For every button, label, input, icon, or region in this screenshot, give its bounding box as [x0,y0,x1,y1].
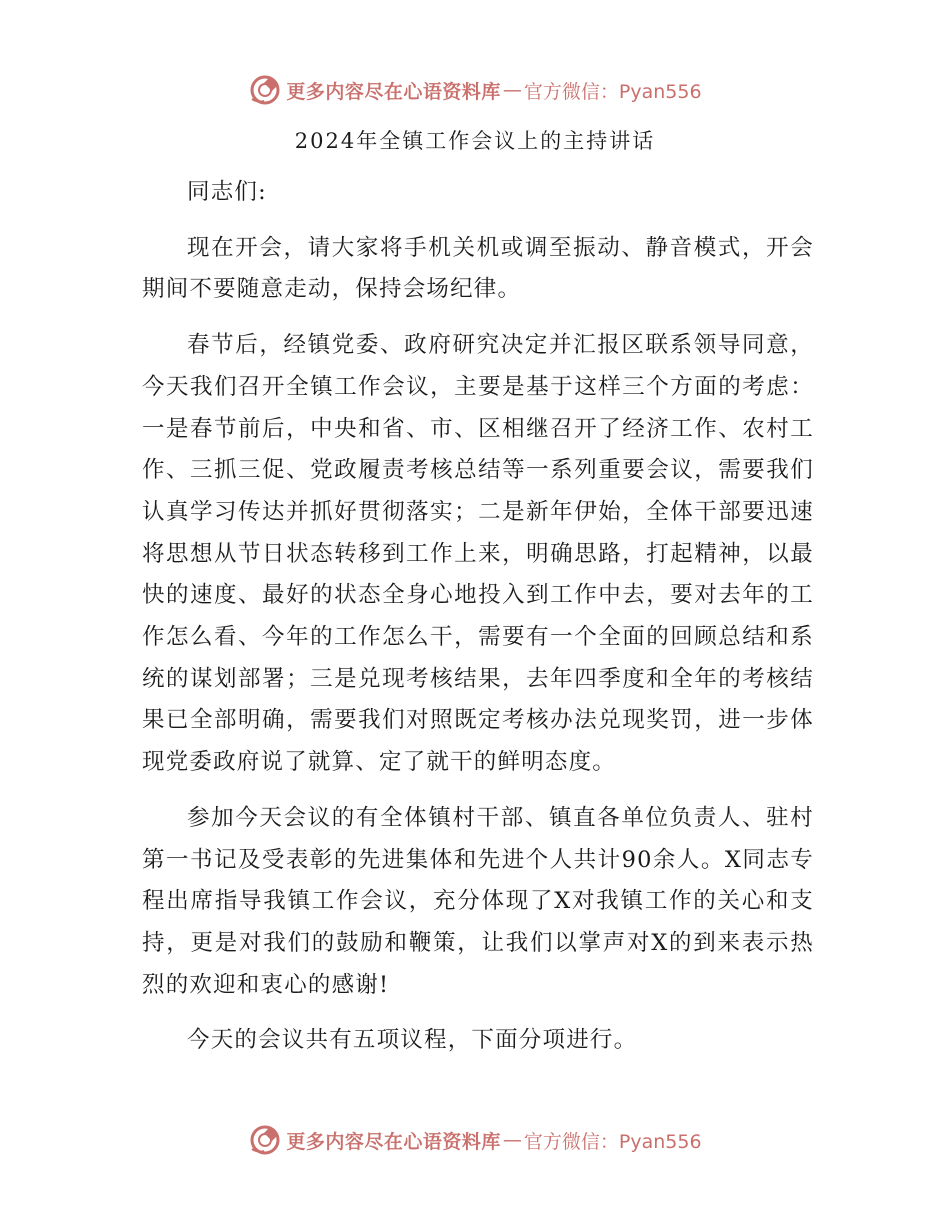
watermark-text: 更多内容尽在心语资料库 [286,1130,501,1153]
watermark-dash: — [502,79,522,101]
watermark-dash: — [502,1129,522,1151]
brand-logo-icon [248,1123,282,1157]
watermark-contact: 官方微信：Pyan556 [523,80,702,103]
document-body [142,172,814,1076]
paragraph: 现在开会，请大家将手机关机或调至振动、静音模式，开会期间不要随意走动，保持会场纪律。 [142,234,814,303]
document-title: 2024年全镇工作会议上的主持讲话 [294,129,656,153]
watermark-contact: 官方微信：Pyan556 [523,1130,702,1153]
greeting: 同志们: [187,179,267,205]
brand-logo-icon [248,73,282,107]
watermark-header [0,70,950,110]
watermark-text: 更多内容尽在心语资料库 [286,80,501,103]
paragraph: 今天的会议共有五项议程，下面分项进行。 [187,1027,638,1054]
watermark-footer [0,1120,950,1160]
paragraph: 参加今天会议的有全体镇村干部、镇直各单位负责人、驻村第一书记及受表彰的先进集体和先进个人共计90余人。X同志专程出席指导我镇工作会议，充分体现了X对我镇工作的关心和支持，更是对我们的鼓励和鞭策，让我们以掌声对X的到来表示热烈的欢迎和衷心的感谢! [142,804,814,998]
paragraph: 春节后，经镇党委、政府研究决定并汇报区联系领导同意，今天我们召开全镇工作会议，主要是基于这样三个方面的考虑：一是春节前后，中央和省、市、区相继召开了经济工作、农村工作、三抓三促、党政履责考核总结等一系列重要会议，需要我们认真学习传达并抓好贯彻落实；二是新年伊始，全体干部要迅速将思想从节日状态转移到工作上来，明确思路，打起精神，以最快的速度、最好的状态全身心地投入到工作中去，要对去年的工作怎么看、今年的工作怎么干，需要有一个全面的回顾总结和系统的谋划部署；三是兑现考核结果，去年四季度和全年的考核结果已全部明确，需要我们对照既定考核办法兑现奖罚，进一步体现党委政府说了就算、定了就干的鲜明态度。 [142,332,814,776]
